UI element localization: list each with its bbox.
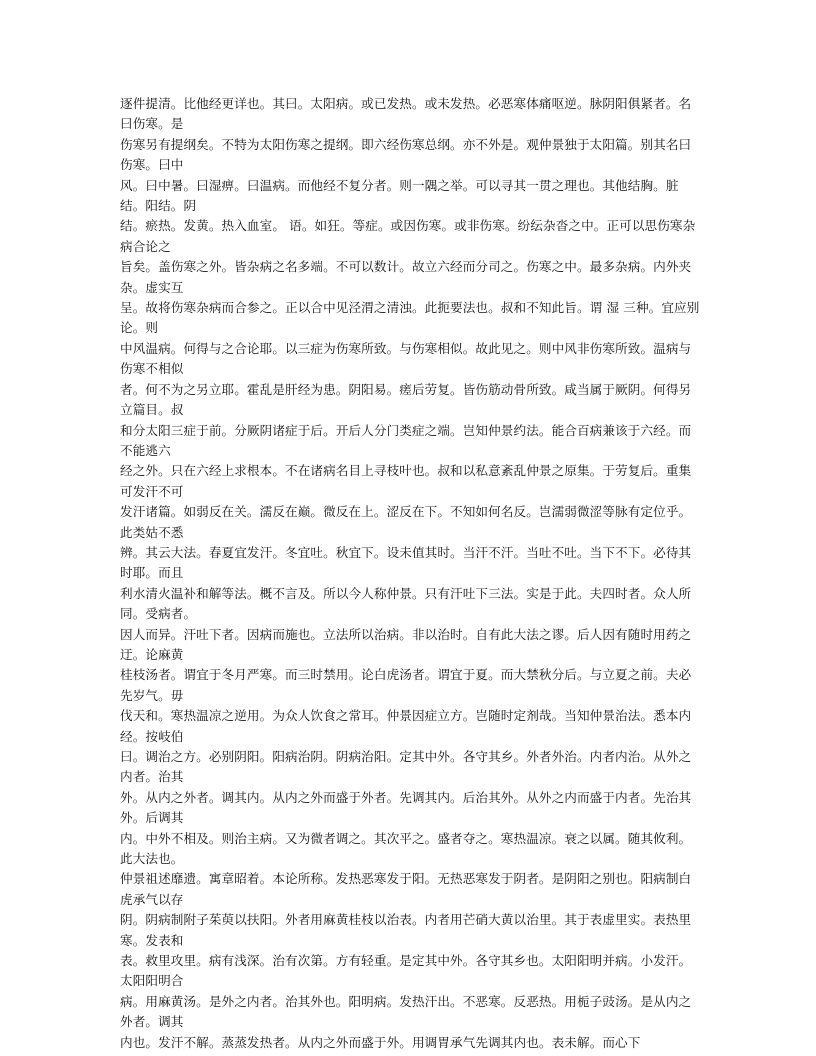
- text-line: 旨矣。盖伤寒之外。皆杂病之名多端。不可以数计。故立六经而分司之。伤寒之中。最多杂病。内外夹杂。虚实互: [120, 259, 692, 295]
- text-line: 结。瘀热。发黄。热入血室。 语。如狂。等症。或因伤寒。或非伤寒。纷纭杂沓之中。正可以思伤寒杂病合论之: [120, 218, 696, 254]
- text-line: 内。中外不相及。则治主病。又为微者调之。其次平之。盛者夺之。寒热温凉。衰之以属。随其攸利。此大法也。: [120, 830, 692, 867]
- text-line: 病。用麻黄汤。是外之内者。治其外也。阳明病。发热汗出。不恶寒。反恶热。用栀子豉汤。是从内之外者。调其: [120, 993, 692, 1030]
- text-line: 内也。发汗不解。蒸蒸发热者。从内之外而盛于外。用调胃承气先调其内也。表未解。而心下: [120, 1034, 641, 1050]
- text-line: 仲景祖述靡遗。寓章昭着。本论所称。发热恶寒发于阳。无热恶寒发于阴者。是阴阳之别也。阳病制白虎承气以存: [120, 871, 692, 907]
- text-line: 逐件提清。比他经更详也。其曰。太阳病。或已发热。或未发热。必恶寒体痛呕逆。脉阴阳俱紧者。名曰伤寒。是: [120, 96, 692, 132]
- text-line: 风。曰中暑。曰湿痹。曰温病。而他经不复分者。则一隅之举。可以寻其一贯之理也。其他结胸。脏结。阳结。阴: [120, 177, 679, 214]
- text-line: 阴。阴病制附子茱萸以扶阳。外者用麻黄桂枝以治表。内者用芒硝大黄以治里。其于表虚里实。表热里寒。发表和: [120, 912, 692, 948]
- text-line: 经之外。只在六经上求根本。不在诸病名目上寻枝叶也。叔和以私意紊乱仲景之原集。于劳复后。重集可发汗不可: [120, 463, 692, 499]
- text-line: 伤寒另有提纲矣。不特为太阳伤寒之提纲。即六经伤寒总纲。亦不外是。观仲景独于太阳篇。别其名曰伤寒。曰中: [120, 136, 692, 173]
- text-line: 呈。故将伤寒杂病而合参之。正以合中见泾渭之清浊。此扼要法也。叔和不知此旨。谓 湿 三种。宜应别论。则: [120, 300, 700, 336]
- text-line: 表。救里攻里。病有浅深。治有次第。方有轻重。是定其中外。各守其乡也。太阳阳明并病。小发汗。太阳阳明合: [120, 953, 692, 989]
- text-line: 者。何不为之另立耶。霍乱是肝经为患。阴阳易。瘥后劳复。皆伤筋动骨所致。咸当属于厥阴。何得另立篇目。叔: [120, 381, 692, 418]
- text-line: 辨。其云大法。春夏宜发汗。冬宜吐。秋宜下。设未值其时。当汗不汗。当吐不吐。当下不下。必待其时耶。而且: [120, 544, 692, 581]
- document-page: [120, 94, 700, 1053]
- text-line: 外。从内之外者。调其内。从内之外而盛于外者。先调其内。后治其外。从外之内而盛于内者。先治其外。后调其: [120, 789, 692, 826]
- text-line: 曰。调治之方。必别阴阳。阳病治阴。阴病治阳。定其中外。各守其乡。外者外治。内者内治。从外之内者。治其: [120, 749, 692, 785]
- text-line: 桂枝汤者。谓宜于冬月严寒。而三时禁用。论白虎汤者。谓宜于夏。而大禁秋分后。与立夏之前。夫必先岁气。毋: [120, 667, 692, 703]
- text-line: 中风温病。何得与之合论耶。以三症为伤寒所致。与伤寒相似。故此见之。则中风非伤寒所致。温病与伤寒不相似: [120, 340, 692, 377]
- text-line: 伐天和。寒热温凉之逆用。为众人饮食之常耳。仲景因症立方。岂随时定剂哉。当知仲景治法。悉本内经。按岐伯: [120, 708, 692, 744]
- text-line: 和分太阳三症于前。分厥阴诸症于后。开后人分门类症之端。岂知仲景约法。能合百病兼该于六经。而不能逃六: [120, 422, 692, 458]
- text-line: 利水清火温补和解等法。概不言及。所以今人称仲景。只有汗吐下三法。实是于此。夫四时者。众人所同。受病者。: [120, 585, 692, 622]
- text-line: 因人而异。汗吐下者。因病而施也。立法所以治病。非以治时。自有此大法之谬。后人因有随时用药之迂。论麻黄: [120, 626, 692, 662]
- text-line: 发汗诸篇。如弱反在关。濡反在巅。微反在上。涩反在下。不知如何名反。岂濡弱微涩等脉有定位乎。此类姑不悉: [120, 504, 692, 540]
